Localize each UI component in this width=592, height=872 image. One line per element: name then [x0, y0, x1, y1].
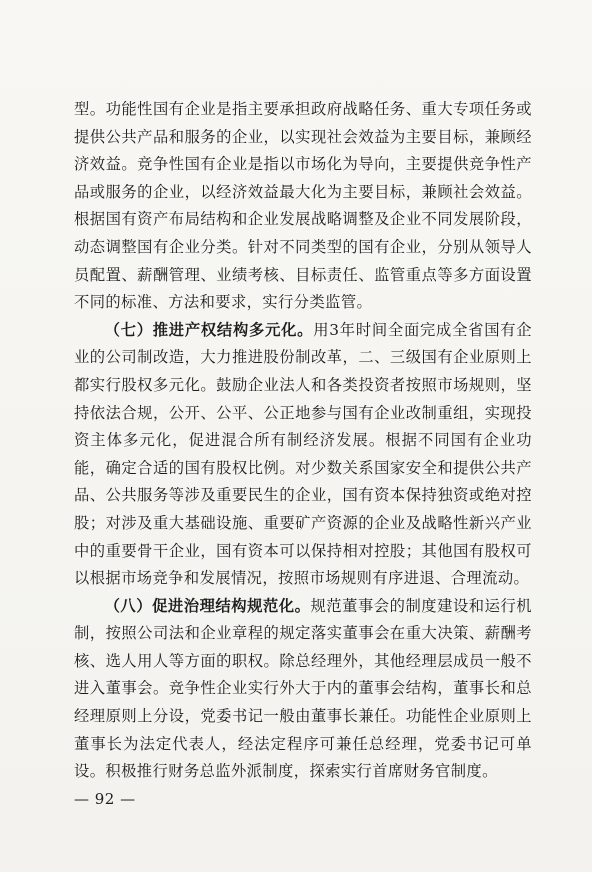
page-number: — 92 — [74, 790, 136, 808]
paragraph-text: 型。功能性国有企业是指主要承担政府战略任务、重大专项任务或提供公共产品和服务的企业，以实现社会效益为主要目标，兼顾经济效益。竞争性国有企业是指以市场化为导向，主要提供竞争性产品或服务的企业，以经济效益最大化为主要目标，兼顾社会效益。根据国有资产布局结构和企业发展战略调整及企业不同发展阶段，动态调整国有企业分类。针对不同类型的国有企业，分别从领导人员配置、薪酬管理、业绩考核、目标责任、监管重点等多方面设置不同的标准、方法和要求，实行分类监管。 [74, 100, 532, 312]
paragraph-continuation [74, 96, 532, 317]
paragraph-text: 规范董事会的制度建设和运行机制，按照公司法和企业章程的规定落实董事会在重大决策、薪酬考核、选人用人等方面的职权。除总经理外，其他经理层成员一般不进入董事会。竞争性企业实行外大于内的董事会结构，董事长和总经理原则上分设，党委书记一般由董事长兼任。功能性企业原则上董事长为法定代表人，经法定程序可兼任总经理，党委书记可单设。积极推行财务总监外派制度，探索实行首席财务官制度。 [74, 596, 532, 781]
paragraph-section-7 [74, 317, 532, 593]
paragraph-text: 用3年时间全面完成全省国有企业的公司制改造，大力推进股份制改革，二、三级国有企业原则上都实行股权多元化。鼓励企业法人和各类投资者按照市场规则，坚持依法合规，公开、公平、公正地参与国有企业改制重组，实现投资主体多元化，促进混合所有制经济发展。根据不同国有企业功能，确定合适的国有股权比例。对少数关系国家安全和提供公共产品、公共服务等涉及重要民生的企业，国有资本保持独资或绝对控股；对涉及重大基础设施、重要矿产资源的企业及战略性新兴产业中的重要骨干企业，国有资本可以保持相对控股；其他国有股权可以根据市场竞争和发展情况，按照市场规则有序进退、合理流动。 [74, 320, 532, 588]
section-heading-8: （八）促进治理结构规范化。 [104, 596, 311, 615]
paragraph-section-8 [74, 593, 532, 786]
body-text [74, 96, 532, 786]
section-heading-7: （七）推进产权结构多元化。 [104, 320, 314, 339]
